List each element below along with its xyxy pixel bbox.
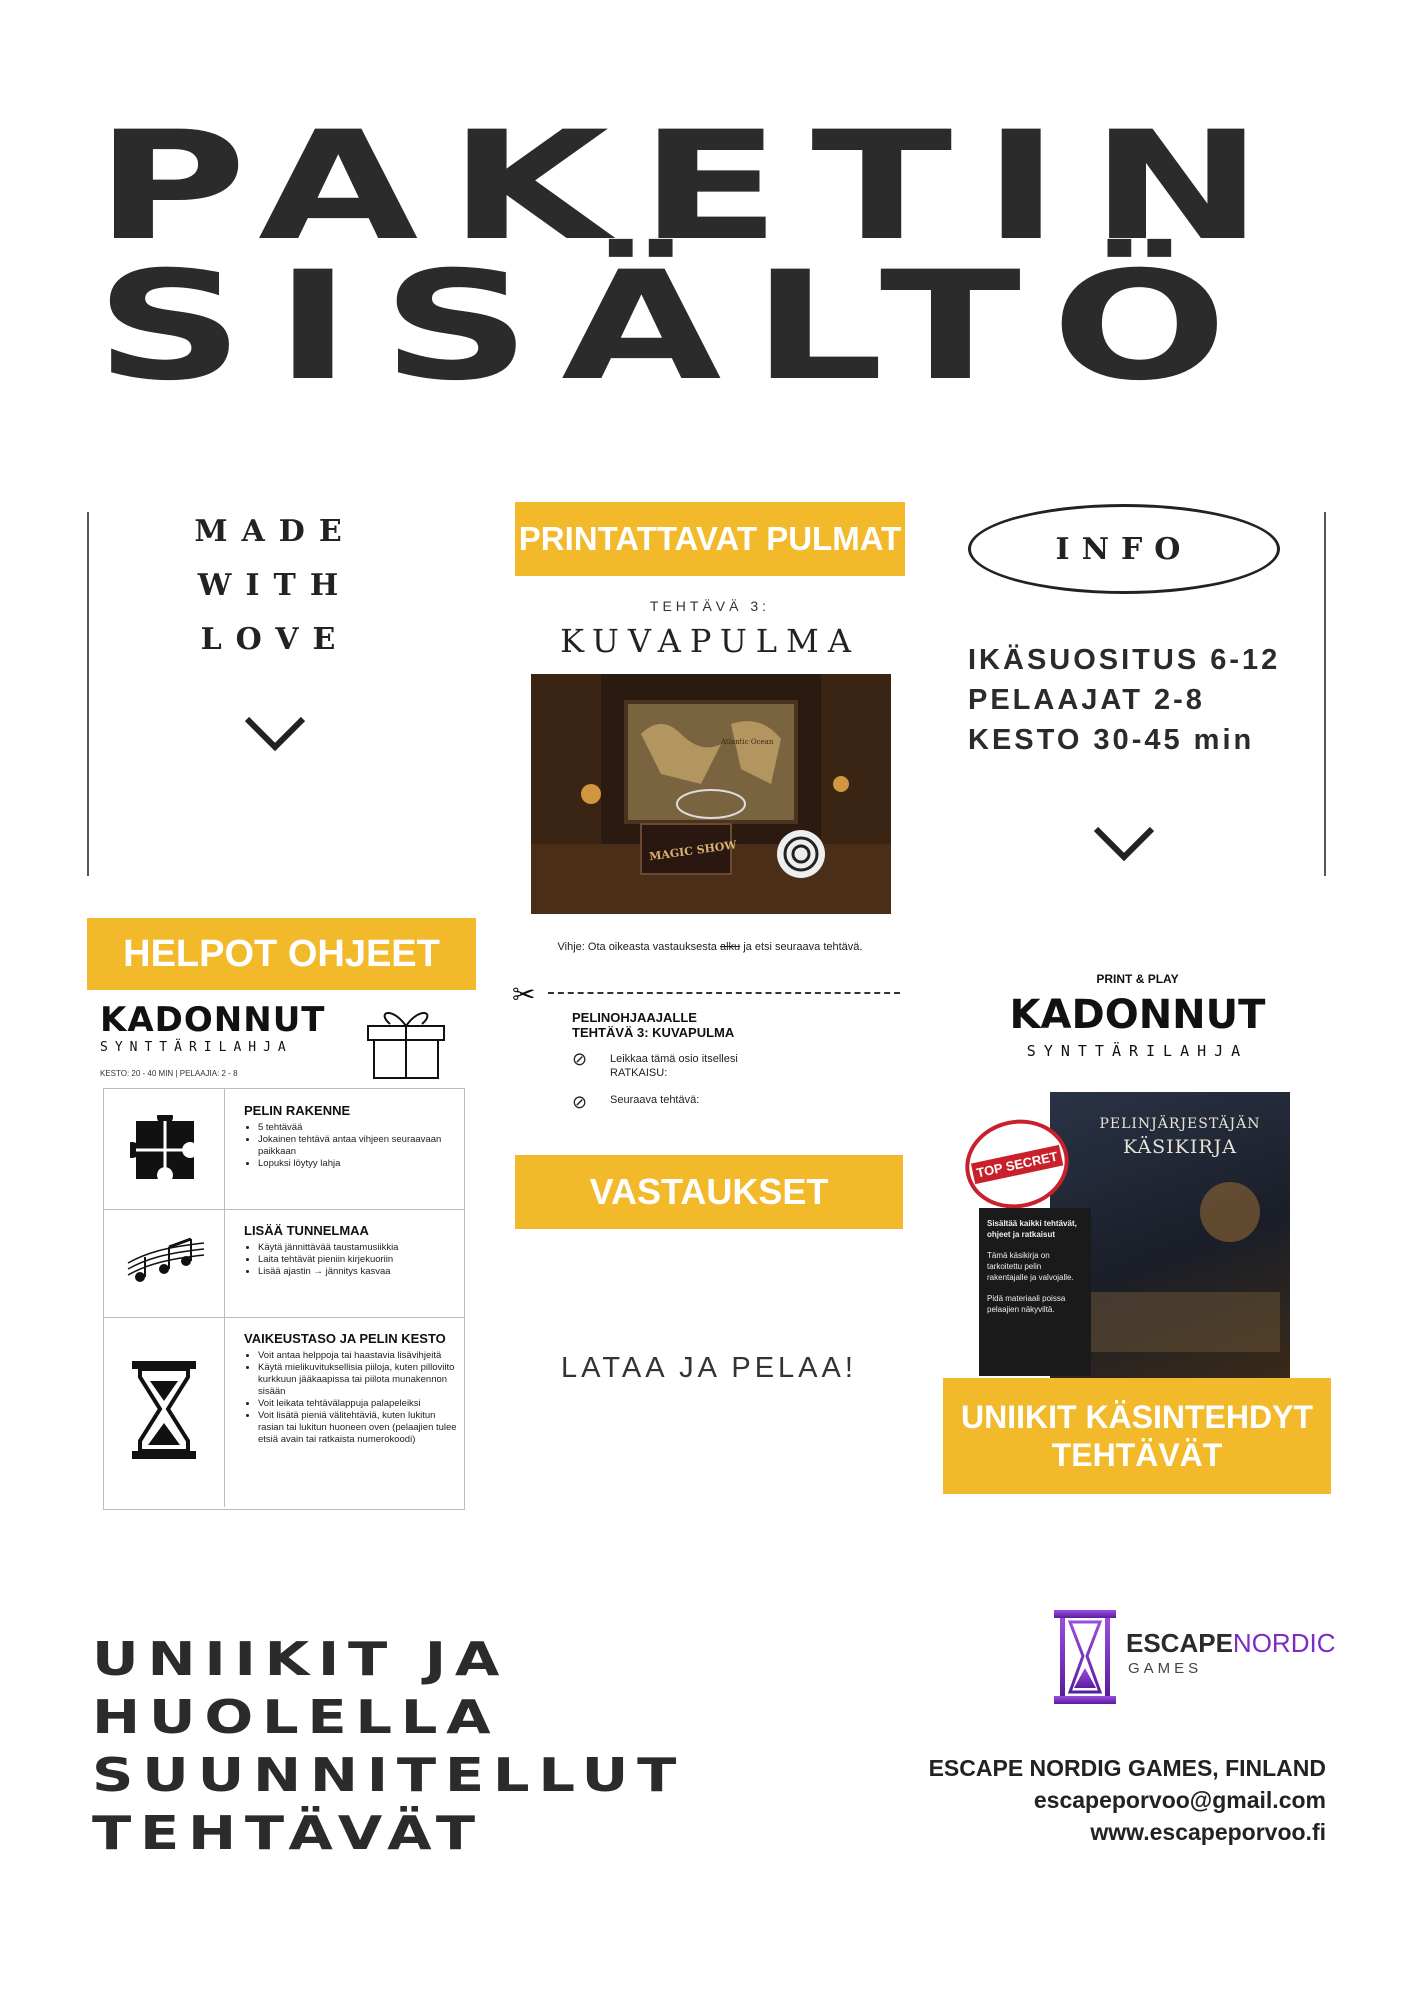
book-subtitle: SYNTTÄRILAHJA (1026, 1042, 1249, 1060)
cover-box-text2: Pidä materiaali poissa pelaajien näkyviltä. (987, 1294, 1066, 1314)
section-list (244, 1350, 459, 1446)
website-link[interactable]: www.escapeporvoo.fi (1090, 1819, 1326, 1845)
check-label: Seuraava tehtävä: (610, 1094, 700, 1106)
section-heading: PELIN RAKENNE (244, 1103, 351, 1118)
with-text: WITH (197, 568, 353, 603)
gm-heading: PELINOHJAAJALLE (572, 1010, 697, 1025)
stamp-text: TOP SECRET (970, 1144, 1063, 1183)
printattavat-pulmat-banner: PRINTATTAVAT PULMAT (515, 502, 905, 576)
solution-label: RATKAISU: (610, 1067, 668, 1079)
doc-subtitle: SYNTTÄRILAHJA (100, 1040, 293, 1055)
list-item: • Lisää ajastin → jännitys kasvaa (258, 1266, 459, 1278)
list-item: • Voit leikata tehtävälappuja palapeleiksi (258, 1398, 459, 1410)
vastaukset-banner: VASTAUKSET (515, 1155, 903, 1229)
info-lines (968, 640, 1308, 760)
email-link[interactable]: escapeporvoo@gmail.com (1033, 1787, 1326, 1813)
helpot-ohjeet-banner: HELPOT OHJEET (87, 918, 476, 990)
slogan-line2: HUOLELLA (92, 1690, 500, 1744)
check-circle-icon: ⊘ (572, 1092, 588, 1112)
slogan-line3: SUUNNITELLUT (92, 1748, 686, 1802)
music-notes-icon (126, 1233, 206, 1293)
contact-block (830, 1752, 1326, 1848)
magic-show-label: MAGIC SHOW (648, 838, 738, 864)
logo-nordic: NORDIC (1232, 1628, 1336, 1658)
task-label: TEHTÄVÄ 3: (649, 598, 771, 614)
duration: KESTO 30-45 min (968, 724, 1255, 756)
list-item: • Voit lisätä pieniä välitehtäviä, kuten lukitun rasian tai lukitun huoneen oven (pelaajien tulee etsiä avain tai ratkaista numerokoodi) (258, 1410, 459, 1446)
scissors-icon: ✂ (512, 979, 536, 1010)
age-recommendation: IKÄSUOSITUS 6-12 (968, 644, 1281, 676)
cover-box-bold: Sisältää kaikki tehtävät, ohjeet ja ratkaisut (987, 1219, 1077, 1239)
instruction-table (103, 1088, 465, 1510)
made-text: MADE (194, 514, 356, 549)
company-name: ESCAPE NORDIG GAMES, FINLAND (928, 1755, 1326, 1781)
uniikit-banner (943, 1378, 1331, 1494)
check-circle-icon: ⊘ (572, 1049, 588, 1069)
puzzle-image (531, 674, 891, 914)
slogan-line1: UNIIKIT JA (92, 1632, 509, 1686)
hourglass-icon (130, 1359, 198, 1461)
section-list (244, 1242, 459, 1278)
section-heading: VAIKEUSTASO JA PELIN KESTO (244, 1331, 446, 1346)
doc-title: KADONNUT (100, 1000, 326, 1040)
gm-subheading: TEHTÄVÄ 3: KUVAPULMA (572, 1025, 735, 1040)
instruction-document (100, 1000, 470, 1510)
print-play-label: PRINT & PLAY (1096, 972, 1179, 986)
table-row (104, 1089, 464, 1210)
hourglass-logo-icon (1052, 1608, 1118, 1706)
footer-slogan (92, 1630, 686, 1862)
book-title: KADONNUT (1009, 992, 1266, 1038)
right-divider (1324, 512, 1326, 876)
page-title-line1: PAKETIN (95, 100, 1294, 274)
list-item: • Jokainen tehtävä antaa vihjeen seuraavaan paikkaan (258, 1134, 459, 1158)
cover-title1: PELINJÄRJESTÄJÄN (1099, 1116, 1261, 1132)
made-with-love (150, 505, 400, 667)
section-heading: LISÄÄ TUNNELMAA (244, 1223, 369, 1238)
list-item: • Lopuksi löytyy lahja (258, 1158, 459, 1170)
info-oval (968, 504, 1280, 594)
check-item (572, 1049, 892, 1080)
slogan-line4: TEHTÄVÄT (92, 1806, 484, 1860)
hint-struck: alku (719, 941, 741, 953)
hint-prefix: Vihje: Ota oikeasta vastauksesta (557, 941, 720, 953)
table-row (104, 1317, 464, 1507)
download-text: LATAA JA PELAA! (561, 1352, 857, 1384)
info-label: INFO (1055, 531, 1193, 567)
left-divider (87, 512, 89, 876)
love-text: LOVE (200, 622, 350, 657)
banner-line1: UNIIKIT KÄSINTEHDYT (961, 1399, 1313, 1435)
hint-text (520, 941, 900, 953)
list-item: • Laita tehtävät pieniin kirjekuoriin (258, 1254, 459, 1266)
cover-title2: KÄSIKIRJA (1122, 1136, 1237, 1158)
cover-info-box (979, 1208, 1091, 1376)
list-item: • Käytä mielikuvituksellisia piiloja, kuten pilloviito kurkkuun jääkaapissa tai piilota munakennon sisään (258, 1362, 459, 1398)
list-item: • 5 tehtävää (258, 1122, 459, 1134)
chevron-down-icon (1092, 823, 1156, 863)
list-item: • Voit antaa helppoja tai haastavia lisävihjeitä (258, 1350, 459, 1362)
table-row (104, 1209, 464, 1318)
cut-line (548, 992, 900, 994)
chevron-down-icon (243, 713, 307, 753)
map-label: Atlantic Ocean (721, 738, 774, 746)
cover-box-text1: Tämä käsikirja on tarkoitettu pelin rakentajalle ja valvojalle. (987, 1251, 1074, 1282)
section-list (244, 1122, 459, 1170)
game-master-section (572, 1010, 892, 1112)
page-title-line2: SISÄLTÖ (95, 240, 1258, 414)
banner-line2: TEHTÄVÄT (1051, 1437, 1223, 1473)
gift-box-icon (362, 1000, 450, 1080)
check-label: Leikkaa tämä osio itsellesi (610, 1053, 738, 1065)
hint-suffix: ja etsi seuraava tehtävä. (740, 941, 863, 953)
list-item: • Käytä jännittävää taustamusiikkia (258, 1242, 459, 1254)
check-item (572, 1092, 892, 1112)
logo-escape: ESCAPE (1126, 1628, 1233, 1658)
logo-games: GAMES (1128, 1660, 1203, 1677)
players-count: PELAAJAT 2-8 (968, 684, 1205, 716)
logo-wordmark (1126, 1628, 1335, 1659)
doc-meta: KESTO: 20 - 40 MIN | PELAAJIA: 2 - 8 (100, 1069, 238, 1078)
task-title: KUVAPULMA (560, 622, 860, 660)
puzzle-icon (130, 1115, 200, 1185)
